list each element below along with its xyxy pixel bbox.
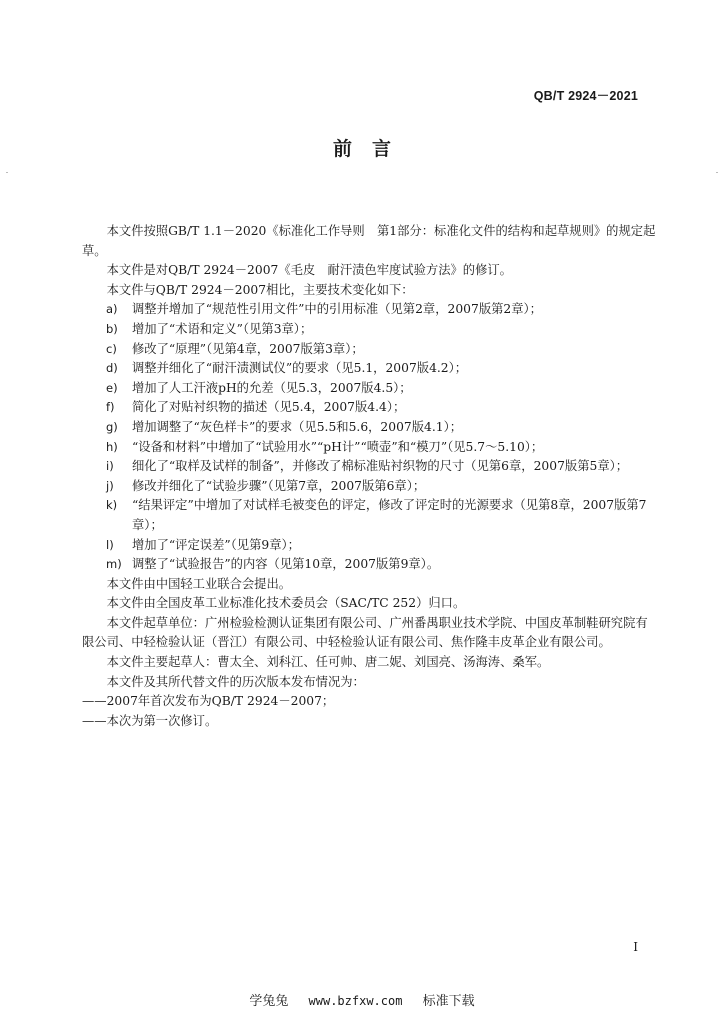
list-item xyxy=(82,438,658,458)
footer-site-name: 学兔兔 xyxy=(249,994,289,1009)
list-item-label: i) xyxy=(106,459,114,474)
paragraph: 本文件及其所代替文件的历次版本发布情况为： xyxy=(106,674,365,689)
page-number: I xyxy=(633,940,638,954)
list-item-text: 增加了人工汗液pH的允差（见5.3，2007版4.5）； xyxy=(132,380,412,395)
list-item-label: l) xyxy=(106,537,114,552)
list-item-text: 调整了“试验报告”的内容（见第10章，2007版第9章）。 xyxy=(132,557,440,572)
list-item-text: 调整并细化了“耐汗渍测试仪”的要求（见5.1，2007版4.2）； xyxy=(132,361,468,376)
list-item-label: d) xyxy=(106,361,118,376)
page-title: 前言 xyxy=(332,138,411,160)
list-item-text: 调整并增加了“规范性引用文件”中的引用标准（见第2章，2007版第2章）； xyxy=(132,302,542,317)
list-item-label: h) xyxy=(106,439,118,454)
list-item-text: 增加了“术语和定义”（见第3章）； xyxy=(132,321,313,336)
list-item-label: f) xyxy=(106,400,115,415)
list-item-label: k) xyxy=(106,498,118,513)
margin-mark-left xyxy=(6,172,8,173)
list-item xyxy=(82,379,658,399)
margin-mark-right xyxy=(716,172,718,173)
history-item: ——本次为第一次修订。 xyxy=(82,713,218,728)
list-item-text: 简化了对贴衬织物的描述（见5.4，2007版4.4）； xyxy=(132,400,406,415)
list-item-text: 修改了“原理”（见第4章，2007版第3章）； xyxy=(132,341,364,356)
list-item xyxy=(82,477,658,497)
list-item-text: 增加调整了“灰色样卡”的要求（见5.5和5.6，2007版4.1）； xyxy=(132,419,463,434)
list-item xyxy=(82,359,658,379)
list-item xyxy=(82,457,658,477)
standard-code: QB/T 2924－2021 xyxy=(533,89,638,103)
paragraph: 本文件由中国轻工业联合会提出。 xyxy=(106,576,292,591)
paragraph: 本文件与QB/T 2924－2007相比，主要技术变化如下： xyxy=(106,282,414,297)
paragraph: 本文件起草单位：广州检验检测认证集团有限公司、广州番禺职业技术学院、中国皮革制鞋研究院有限公司、中轻检验认证（晋江）有限公司、中轻检验认证有限公司、焦作隆丰皮革企业有限公司。 xyxy=(82,615,648,650)
list-item-text: “设备和材料”中增加了“试验用水”“pH计”“喷壶”和“模刀”（见5.7～5.10）； xyxy=(132,439,544,454)
list-item xyxy=(82,320,658,340)
list-item xyxy=(82,555,658,575)
list-item-label: e) xyxy=(106,380,118,395)
list-item-text: 细化了“取样及试样的制备”，并修改了棉标准贴衬织物的尺寸（见第6章，2007版第5章）； xyxy=(132,459,629,474)
history-item: ——2007年首次发布为QB/T 2924－2007； xyxy=(82,694,335,709)
list-item-text: “结果评定”中增加了对试样毛被变色的评定，修改了评定时的光源要求（见第8章，2007版第7章）； xyxy=(132,498,647,532)
footer-tagline: 标准下载 xyxy=(422,994,475,1009)
paragraph: 本文件按照GB/T 1.1－2020《标准化工作导则 第1部分：标准化文件的结构和起草规则》的规定起草。 xyxy=(82,224,656,258)
list-item xyxy=(82,300,658,320)
list-item xyxy=(82,418,658,438)
list-item-label: j) xyxy=(106,478,114,493)
footer xyxy=(0,990,724,1009)
paragraph: 本文件是对QB/T 2924－2007《毛皮 耐汗渍色牢度试验方法》的修订。 xyxy=(106,263,512,278)
list-item xyxy=(82,496,658,535)
list-item-label: a) xyxy=(106,302,118,317)
changes-list xyxy=(82,300,658,574)
list-item-label: b) xyxy=(106,321,118,336)
list-item-label: m) xyxy=(106,557,122,572)
list-item xyxy=(82,536,658,556)
list-item xyxy=(82,398,658,418)
document-body xyxy=(82,222,658,731)
list-item-text: 修改并细化了“试验步骤”（见第7章，2007版第6章）； xyxy=(132,478,426,493)
list-item xyxy=(82,340,658,360)
list-item-text: 增加了“评定误差”（见第9章）； xyxy=(132,537,300,552)
list-item-label: c) xyxy=(106,341,117,356)
paragraph: 本文件主要起草人：曹太全、刘科江、任可帅、唐二妮、刘国亮、汤海涛、桑军。 xyxy=(106,655,550,670)
paragraph: 本文件由全国皮革工业标准化技术委员会（SAC/TC 252）归口。 xyxy=(106,596,466,611)
list-item-label: g) xyxy=(106,419,118,434)
footer-url-link[interactable]: www.bzfxw.com xyxy=(308,994,403,1008)
